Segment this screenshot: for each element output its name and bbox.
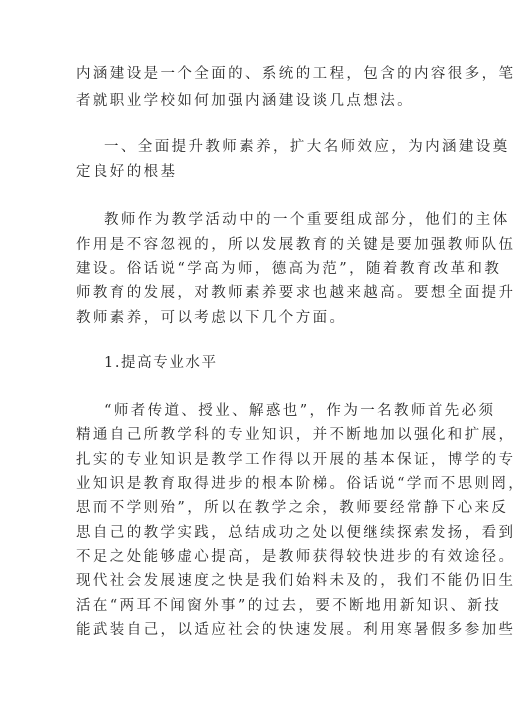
- paragraph-teachers-line: 作用是不容忽视的，所以发展教育的关键是要加强教师队伍: [76, 237, 516, 253]
- paragraph-intro-line: 者就职业学校如何加强内涵建设谈几点想法。: [76, 93, 414, 109]
- paragraph-teachers-line: 建设。俗话说“学高为师，德高为范”，随着教育改革和教: [76, 261, 502, 277]
- subheading: 1.提高专业水平: [104, 355, 218, 371]
- paragraph-teachers-line: 教师素养，可以考虑以下几个方面。: [76, 310, 347, 326]
- paragraph-teachers-line: 教师作为教学活动中的一个重要组成部分，他们的主体: [104, 212, 510, 228]
- paragraph-intro-line: 内涵建设是一个全面的、系统的工程，包含的内容很多，笔: [76, 66, 516, 82]
- paragraph-professional-line: 业知识是教育取得进步的根本阶梯。俗话说“学而不思则罔，: [76, 476, 525, 492]
- paragraph-professional-line: 精通自己所教学科的专业知识，并不断地加以强化和扩展，: [76, 427, 516, 443]
- paragraph-professional-line: 能武装自己，以适应社会的快速发展。利用寒暑假多参加些: [76, 622, 516, 638]
- section-heading-line: 定良好的根基: [76, 164, 178, 180]
- paragraph-professional-line: 现代社会发展速度之快是我们始料未及的，我们不能仍旧生: [76, 573, 516, 589]
- paragraph-professional-line: 活在“两耳不闻窗外事”的过去，要不断地用新知识、新技: [76, 598, 502, 614]
- paragraph-professional-line: 思自己的教学实践，总结成功之处以便继续探索发扬，看到: [76, 525, 516, 541]
- section-heading-line: 一、全面提升教师素养，扩大名师效应，为内涵建设奠: [104, 139, 510, 155]
- paragraph-teachers-line: 师教育的发展，对教师素养要求也越来越高。要想全面提升: [76, 285, 516, 301]
- paragraph-professional-line: 思而不学则殆”，所以在教学之余，教师要经常静下心来反: [76, 500, 509, 516]
- paragraph-professional-line: 扎实的专业知识是教学工作得以开展的基本保证，博学的专: [76, 452, 516, 468]
- paragraph-professional-line: “师者传道、授业、解惑也”，作为一名教师首先必须: [104, 403, 496, 419]
- paragraph-professional-line: 不足之处能够虚心提高，是教师获得较快进步的有效途径。: [76, 549, 516, 565]
